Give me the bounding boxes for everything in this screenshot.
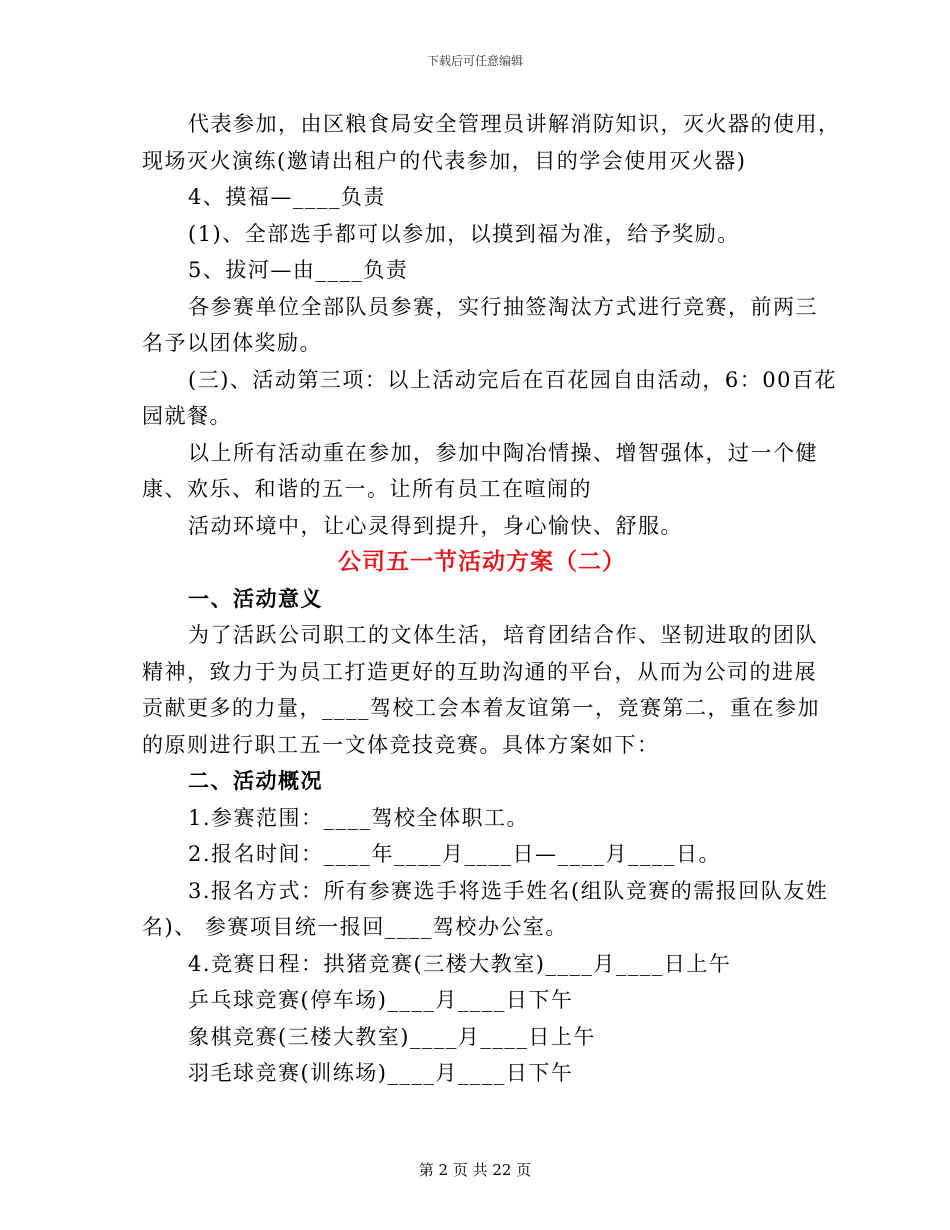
header-note: 下载后可任意编辑 xyxy=(426,54,523,68)
list-item: 1.参赛范围：____驾校全体职工。 xyxy=(188,805,530,830)
page-number: 第 2 页 共 22 页 xyxy=(418,1161,532,1179)
list-item: 5、拔河—由____负责 xyxy=(188,258,409,282)
list-item: 4、摸福—____负责 xyxy=(188,185,386,209)
list-item: 乒乓球竞赛(停车场)____月____日下午 xyxy=(188,988,574,1012)
paragraph-line: 以上所有活动重在参加，参加中陶冶情操、增智强体，过一个健 xyxy=(188,440,818,465)
heading: 二、活动概况 xyxy=(188,769,323,793)
paragraph-line: 园就餐。 xyxy=(142,404,232,428)
paragraph-line: 的原则进行职工五一文体竞技竞赛。具体方案如下： xyxy=(142,732,660,757)
paragraph-line: (三)、活动第三项：以上活动完后在百花园自由活动，6：00百花 xyxy=(188,367,837,392)
paragraph-line: 名予以团体奖励。 xyxy=(142,331,322,355)
list-item: 象棋竞赛(三楼大教室)____月____日上午 xyxy=(188,1024,596,1049)
list-item: 名)、 参赛项目统一报回____驾校办公室。 xyxy=(142,915,568,939)
list-item: (1)、全部选手都可以参加，以摸到福为准，给予奖励。 xyxy=(188,221,740,246)
document-body xyxy=(142,106,841,1092)
heading: 一、活动意义 xyxy=(188,586,323,611)
paragraph-line: 为了活跃公司职工的文体生活，培育团结合作、坚韧进取的团队 xyxy=(188,623,818,647)
paragraph-line: 贡献更多的力量，____驾校工会本着友谊第一，竞赛第二，重在参加 xyxy=(142,696,820,720)
list-item: 3.报名方式：所有参赛选手将选手姓名(组队竞赛的需报回队友姓 xyxy=(188,878,829,903)
paragraph-line: 活动环境中，让心灵得到提升，身心愉快、舒服。 xyxy=(188,513,683,538)
paragraph-line: 现场灭火演练(邀请出租户的代表参加，目的学会使用灭火器) xyxy=(142,148,747,173)
paragraph-line: 代表参加，由区粮食局安全管理员讲解消防知识，灭火器的使用， xyxy=(188,112,841,136)
paragraph-line: 精神，致力于为员工打造更好的互助沟通的平台，从而为公司的进展 xyxy=(142,659,817,684)
list-item: 羽毛球竞赛(训练场)____月____日下午 xyxy=(188,1061,574,1085)
paragraph-line: 各参赛单位全部队员参赛，实行抽签淘汰方式进行竞赛，前两三 xyxy=(188,294,818,319)
paragraph-line: 康、欢乐、和谐的五一。让所有员工在喧闹的 xyxy=(142,477,592,501)
list-item: 4.竞赛日程：拱猪竞赛(三楼大教室)____月____日上午 xyxy=(188,951,732,976)
section-title: 公司五一节活动方案（二） xyxy=(338,549,626,575)
list-item: 2.报名时间：____年____月____日—____月____日。 xyxy=(188,842,722,866)
